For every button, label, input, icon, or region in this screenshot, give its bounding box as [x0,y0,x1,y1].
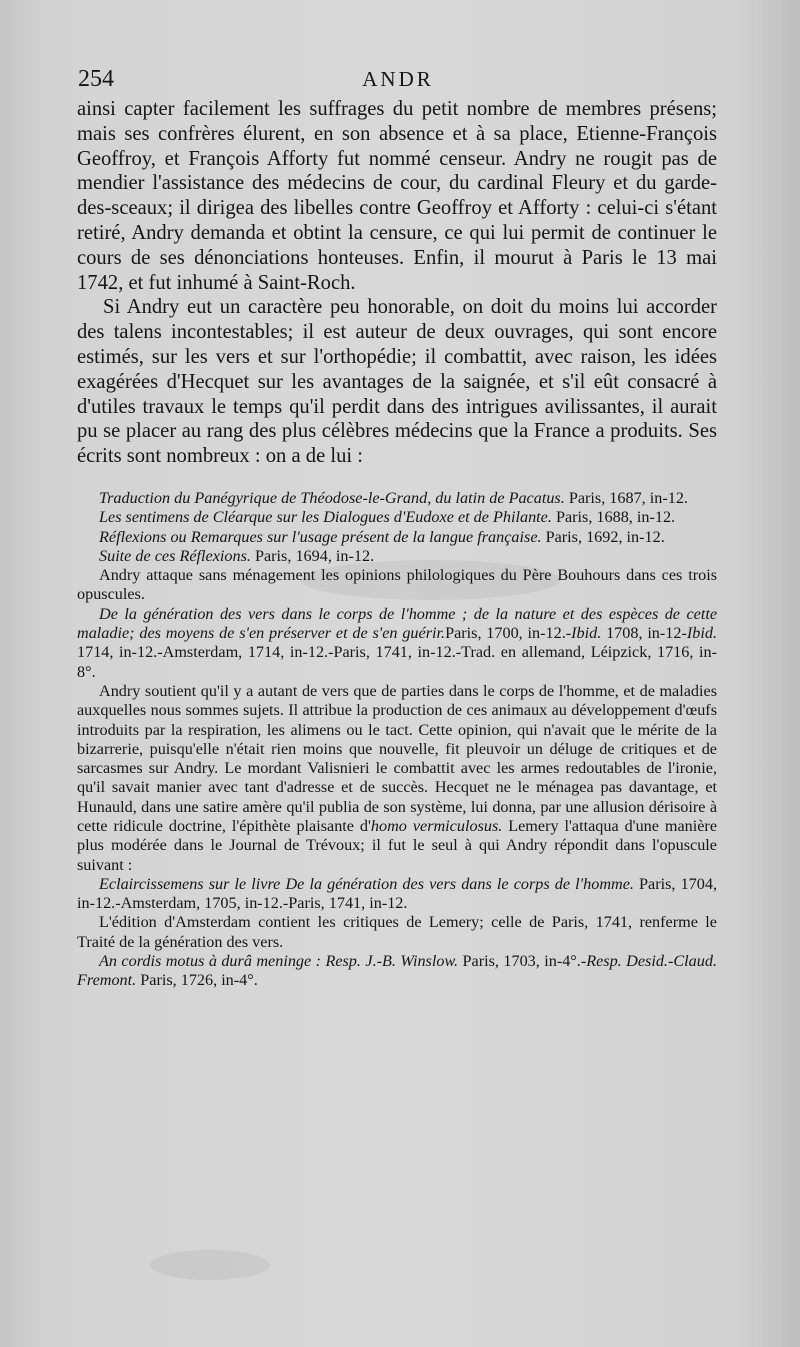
running-head: ANDR [362,67,434,91]
bibliography [77,489,717,991]
ibid: Ibid. [686,624,717,643]
bibliography-note [77,682,717,875]
work-title: De la génération des vers dans le corps de l'homme ; de la nature et des espèces de cette maladie; des moyens de s'en préserver et de s'en guérir. [77,604,717,643]
work-title: Suite de ces Réflexions. [99,546,251,565]
work-title: Traduction du Panégyrique de Théodose-le-Grand, du latin de Pacatus. [99,488,565,507]
work-title: Réflexions ou Remarques sur l'usage présent de la langue française. [99,527,542,546]
work-details: Paris, 1726, in-4°. [136,971,258,990]
bibliography-entry [77,489,717,508]
main-text [77,97,717,991]
bibliography-note: Andry attaque sans ménagement les opinions philologiques du Père Bouhours dans ces trois opuscules. [77,566,717,604]
bibliography-entry [77,875,717,914]
work-details: Paris, 1692, in-12. [541,527,665,546]
work-details: Paris, 1700, in-12.- [445,624,572,643]
bibliography-entry [77,605,717,682]
work-title: Les sentimens de Cléarque sur les Dialogues d'Eudoxe et de Philante. [99,508,552,527]
work-details: 1708, in-12- [601,624,687,643]
bibliography-entry [77,952,717,991]
page-number: 254 [78,66,114,92]
work-details: Paris, 1687, in-12. [564,488,688,507]
paragraph-2: Si Andry eut un caractère peu honorable, on doit du moins lui accorder des talens incontestables; il est auteur de deux ouvrages, qui sont encore estimés, sur les vers et sur l'orthopédie; il combattit, avec raison, les idées exagérées d'Hecquet sur les avantages de la saignée, et s'il eût consacré à d'utiles travaux le temps qu'il perdit dans des intrigues avilissantes, il aurait pu se placer au rang des plus célèbres médecins que la France a produits. Ses écrits sont nombreux : on a de lui : [77,296,717,468]
note-text: Andry soutient qu'il y a autant de vers que de parties dans le corps de l'homme, et de maladies auxquelles nous sommes sujets. Il attribue la production de ces animaux au développement d'œufs introduits par la respiration, les alimens ou le tact. Cette opinion, qui n'avait que le mérite de la bizarrerie, puisqu'elle n'était rien moins que nouvelle, fit pleuvoir un déluge de critiques et de sarcasmes sur Andry. Le mordant Valisnieri le combattit avec les armes redoutables de l'ironie, qu'il savait manier avec tant d'adresse et de succès. Hecquet ne le ménagea pas davantage, et Hunauld, dans une satire amère qu'il publia de son système, lui donna, par une allusion dérisoire à cette ridicule doctrine, l'épithète plaisante d' [77,681,717,835]
note-italic: homo vermiculosus. [370,817,503,835]
work-details: Paris, 1694, in-12. [250,546,375,565]
paper-stain [150,1250,270,1280]
bibliography-entry [77,547,717,566]
work-details: Paris, 1704, in-12.-Amsterdam, 1705, in-12.-Paris, 1741, in-12. [77,874,718,913]
work-title: Eclaircissemens sur le livre De la génération des vers dans le corps de l'homme. [99,874,634,893]
ibid: Ibid. [571,624,602,643]
work-details: 1714, in-12.-Amsterdam, 1714, in-12.-Paris, 1741, in-12.-Trad. en allemand, Léipzick, 1716, in-8°. [77,643,717,681]
page-header [78,66,718,98]
work-title: Resp. Desid.-Claud. Fremont. [77,952,717,990]
work-title: An cordis motus à durâ meninge : Resp. J.-B. Winslow. [99,952,459,971]
paragraph-1: ainsi capter facilement les suffrages du petit nombre de membres présens; mais ses confrères élurent, en son absence et à sa place, Etienne-François Geoffroy, et François Afforty fut nommé censeur. Andry ne rougit pas de mendier l'assistance des médecins de cour, du cardinal Fleury et du garde-des-sceaux; il dirigea des libelles contre Geoffroy et Afforty : celui-ci s'étant retiré, Andry demanda et obtint la censure, ce qui lui permit de continuer le cours de ses dénonciations honteuses. Enfin, il mourut à Paris le 13 mai 1742, et fut inhumé à Saint-Roch. [77,98,717,294]
bibliography-note: L'édition d'Amsterdam contient les critiques de Lemery; celle de Paris, 1741, renferme le Traité de la génération des vers. [77,913,717,951]
bibliography-entry [77,528,717,547]
work-details: Paris, 1688, in-12. [551,508,676,527]
work-details: Paris, 1703, in-4°.- [458,952,587,971]
bibliography-entry [77,508,717,527]
note-text: Lemery l'attaqua d'une manière plus modérée dans le Journal de Trévoux; il fut le seul à qui Andry répondit dans l'opuscule suivant : [77,817,718,874]
